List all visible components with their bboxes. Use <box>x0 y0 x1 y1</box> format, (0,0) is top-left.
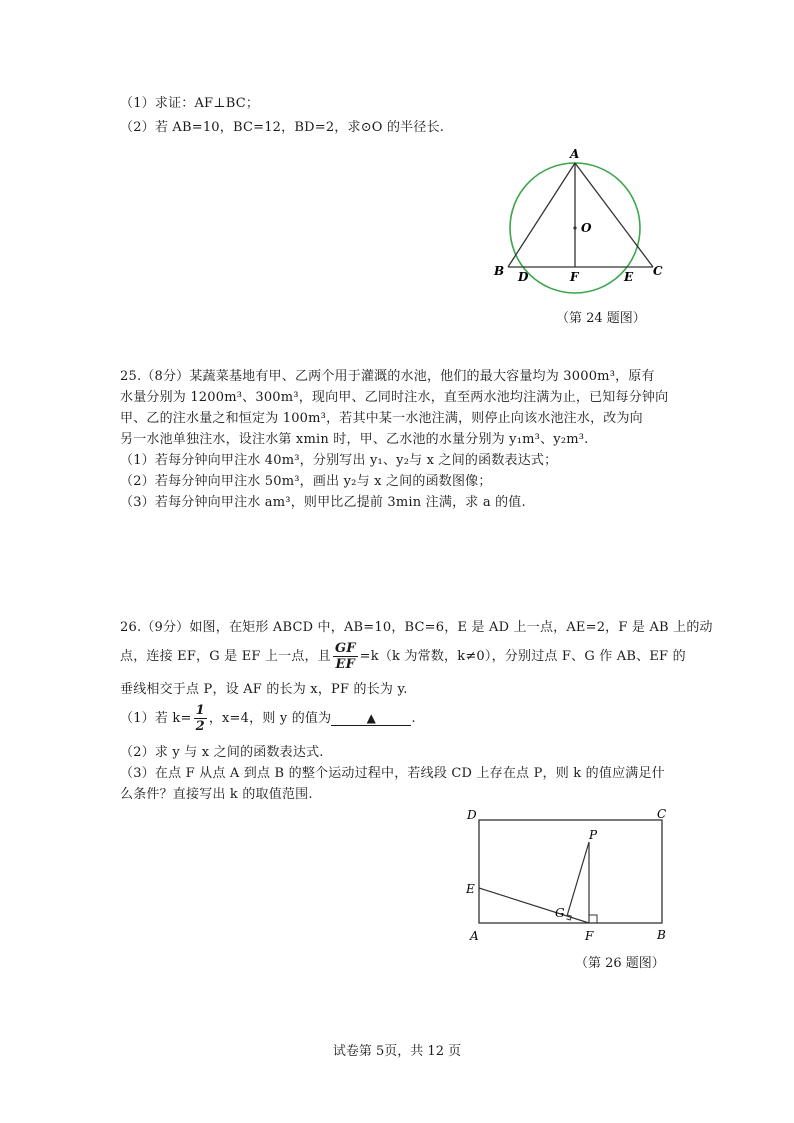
fraction-gf-ef <box>333 641 358 672</box>
q25-line-4: 另一水池单独注水，设注水第 xmin 时，甲、乙水池的水量分别为 y₁m³、y₂m³. <box>120 432 589 447</box>
label-c: C <box>657 807 667 821</box>
answer-blank[interactable]: ▲ <box>331 711 411 726</box>
label-o: O <box>581 221 592 235</box>
fraction-k <box>194 703 207 734</box>
label-g: G <box>555 906 565 920</box>
q26-part2: （2）求 y 与 x 之间的函数表达式. <box>120 745 324 760</box>
rectangle-abcd <box>479 820 662 923</box>
q26-part1-pre: （1）若 k= <box>120 711 192 726</box>
k-denominator: 2 <box>195 719 205 734</box>
right-angle-f <box>589 915 597 923</box>
q26-part3-line-1: （3）在点 F 从点 A 到点 B 的整个运动过程中，若线段 CD 上存在点 P，则 k 的值应满足什 <box>120 766 665 781</box>
segment-ac <box>575 163 653 267</box>
segment-pg <box>567 842 589 916</box>
q25-line-7: （3）若每分钟向甲注水 am³，则甲比乙提前 3min 注满，求 a 的值. <box>120 495 526 510</box>
k-numerator: 1 <box>195 703 205 718</box>
q25-line-1: 25.（8分）某蔬菜基地有甲、乙两个用于灌溉的水池，他们的最大容量均为 3000m³，原有 <box>120 369 655 384</box>
fraction-denominator: EF <box>335 657 356 672</box>
q26-part3-line-2: 么条件？直接写出 k 的取值范围. <box>120 787 313 802</box>
label-b: B <box>494 264 505 278</box>
q26-part1-end: . <box>411 711 416 726</box>
label-b: B <box>657 928 666 942</box>
q25-line-2: 水量分别为 1200m³、300m³，现向甲、乙同时注水，直至两水池均注满为止，已知每分钟向 <box>120 390 669 405</box>
q26-line-3: 垂线相交于点 P，设 AF 的长为 x，PF 的长为 y. <box>120 682 408 697</box>
q26-line-2-pre: 点，连接 EF，G 是 EF 上一点，且 <box>120 649 331 664</box>
figure-26-caption: （第 26 题图） <box>575 956 665 971</box>
label-e: E <box>624 270 634 284</box>
page-footer: 试卷第 5页，共 12 页 <box>332 1044 462 1059</box>
q24-part1: （1）求证：AF⊥BC； <box>120 96 260 111</box>
segment-ab <box>508 163 575 267</box>
label-e: E <box>466 882 475 896</box>
label-a: A <box>470 929 479 943</box>
label-p: P <box>589 828 598 842</box>
figure-24 <box>490 142 680 302</box>
q26-part1-post: ，x=4，则 y 的值为 <box>208 711 332 726</box>
q26-line-2-post: =k（k 为常数，k≠0），分别过点 F、G 作 AB、EF 的 <box>359 649 686 664</box>
q24-part2: （2）若 AB=10，BC=12，BD=2，求⊙O 的半径长. <box>120 120 445 135</box>
segment-ef <box>479 888 589 923</box>
q26-line-1: 26.（9分）如图，在矩形 ABCD 中，AB=10，BC=6，E 是 AD 上一点，AE=2，F 是 AB 上的动 <box>120 620 713 635</box>
label-a: A <box>570 147 580 161</box>
q25-line-5: （1）若每分钟向甲注水 40m³，分别写出 y₁、y₂与 x 之间的函数表达式； <box>120 453 558 468</box>
q26-line-2 <box>120 640 686 674</box>
label-f: F <box>585 929 594 943</box>
label-d: D <box>467 808 477 822</box>
point-o <box>573 226 576 229</box>
label-d: D <box>518 270 529 284</box>
label-c: C <box>653 264 663 278</box>
q25-line-6: （2）若每分钟向甲注水 50m³，画出 y₂与 x 之间的函数图像； <box>120 474 492 489</box>
q25-line-3: 甲、乙的注水量之和恒定为 100m³，若其中某一水池注满，则停止向该水池注水，改为向 <box>120 411 643 426</box>
q26-part1 <box>120 702 416 736</box>
fraction-numerator: GF <box>334 641 356 656</box>
figure-24-caption: （第 24 题图） <box>556 311 646 326</box>
figure-26 <box>460 802 680 947</box>
label-f: F <box>570 270 579 284</box>
